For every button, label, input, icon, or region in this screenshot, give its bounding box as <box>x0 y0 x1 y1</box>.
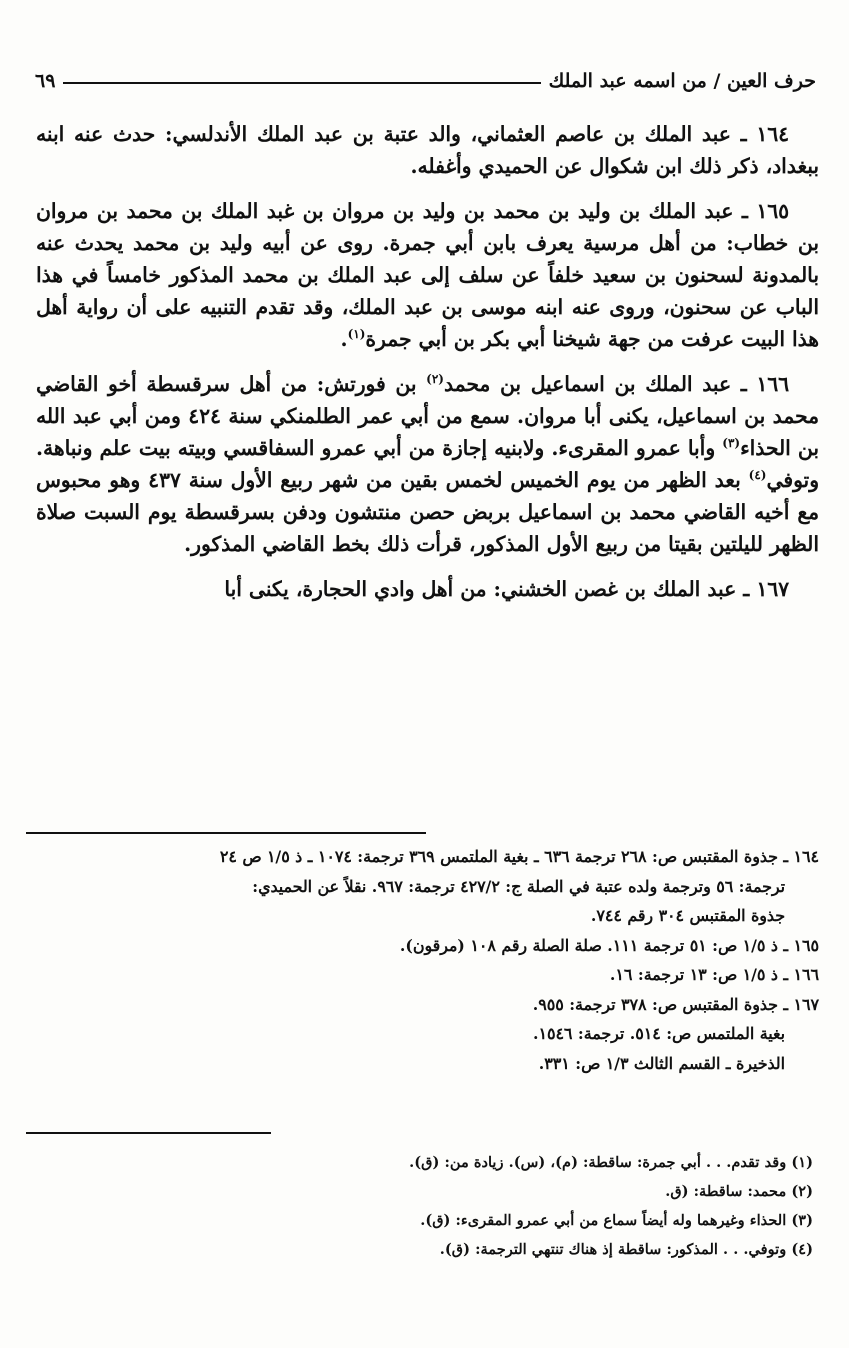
source-note: جذوة المقتبس ٣٠٤ رقم ٧٤٤. <box>590 906 785 925</box>
entry-166: ١٦٦ ـ عبد الملك بن اسماعيل بن محمد$^{(٢)}$ بن فورتش: من أهل سرقسطة أخو القاضي محمد بن اسماعيل، يكنى أبا مروان. سمع من أبي عمر الطلمنكي سنة ٤٢٤ ومن أبي عبد الله بن الحذاء$^{(٣)}$ وأبا عمرو المقرىء. ولابنيه إجازة من أبي عمرو السفاقسي وبيته بيت علم ونباهة. وتوفي$^{(٤)}$ بعد الظهر من يوم الخميس لخمس بقين من شهر ربيع الأول سنة ٤٣٧ وهو محبوس مع أخيه القاضي محمد بن اسماعيل بربض حصن منتشون ودفن بسرقسطة يوم السبت صلاة الظهر لليلتين بقيتا من ربيع الأول المذكور، قرأت ذلك بخط القاضي المذكور. <box>36 372 820 556</box>
entry-167: ١٦٧ ـ عبد الملك بن غصن الخشني: من أهل وادي الحجارة، يكنى أبا <box>224 577 789 601</box>
note-mark-2: (٢) <box>426 372 444 387</box>
note-mark-4: (٤) <box>748 468 767 483</box>
footnote: (٢) محمد: ساقطة: (ق. <box>665 1183 813 1200</box>
entry-165: ١٦٥ ـ عبد الملك بن وليد بن محمد بن وليد بن مروان بن غبد الملك بن محمد بن مروان بن خطاب: من أهل مرسية يعرف بابن أبي جمرة. روى عن أبيه وليد بن محمد يحدث عنه بالمدونة لسحنون بن سعيد خلفاً عن سلف إلى عبد الملك بن محمد المذكور خامساً في هذا الباب عن سحنون، وروى عنه ابنه موسى بن عبد الملك، وقد تقدم التنبيه على أن رواية أهل هذا البيت عرفت من جهة شيخنا أبي بكر بن أبي جمرة$^{(١)}$. <box>36 199 819 351</box>
source-note: ١٦٤ ـ جذوة المقتبس ص: ٢٦٨ ترجمة ٦٣٦ ـ بغية الملتمس ٣٦٩ ترجمة: ١٠٧٤ ـ ذ ١/٥ ص ٢٤ <box>219 847 819 866</box>
footnotes <box>26 1148 813 1264</box>
source-note: بغية الملتمس ص: ٥١٤. ترجمة: ١٥٤٦. <box>532 1024 785 1043</box>
footnote: (٤) وتوفي. . . المذكور: ساقطة إذ هناك تنتهي الترجمة: (ق). <box>439 1241 813 1258</box>
source-note: ١٦٦ ـ ذ ١/٥ ص: ١٣ ترجمة: ١٦. <box>609 965 819 984</box>
sources-separator <box>26 832 426 834</box>
note-mark-1: (١) <box>347 327 366 342</box>
source-note: ١٦٥ ـ ذ ١/٥ ص: ٥١ ترجمة ١١١. صلة الصلة رقم ١٠٨ (مرقون). <box>399 935 819 955</box>
header-rule <box>63 82 540 84</box>
footnote: (٣) الحذاء وغيرهما وله أيضاً سماع من أبي عمرو المقرىء: (ق). <box>420 1212 813 1229</box>
page-number: ٦٩ <box>35 70 56 92</box>
source-notes <box>26 842 819 1078</box>
note-mark-3: (٣) <box>722 436 741 451</box>
source-note: الذخيرة ـ القسم الثالث ١/٣ ص: ٣٣١. <box>538 1053 785 1073</box>
main-text <box>36 118 819 618</box>
header-title: حرف العين / من اسمه عبد الملك <box>548 70 816 92</box>
source-note: ترجمة: ٥٦ وترجمة ولده عتبة في الصلة ج: ٤٢٧/٢ ترجمة: ٩٦٧. نقلاً عن الحميدي: <box>252 876 785 896</box>
footnote: (١) وقد تقدم. . . أبي جمرة: ساقطة: (م)، (س). زيادة من: (ق). <box>409 1154 813 1171</box>
footnotes-separator <box>26 1132 271 1134</box>
entry-164: ١٦٤ ـ عبد الملك بن عاصم العثماني، والد عتبة بن عبد الملك الأندلسي: حدث عنه ابنه ببغداد، ذكر ذلك ابن شكوال عن الحميدي وأغفله. <box>36 122 819 178</box>
source-note: ١٦٧ ـ جذوة المقتبس ص: ٣٧٨ ترجمة: ٩٥٥. <box>532 994 819 1014</box>
running-header <box>35 58 816 92</box>
